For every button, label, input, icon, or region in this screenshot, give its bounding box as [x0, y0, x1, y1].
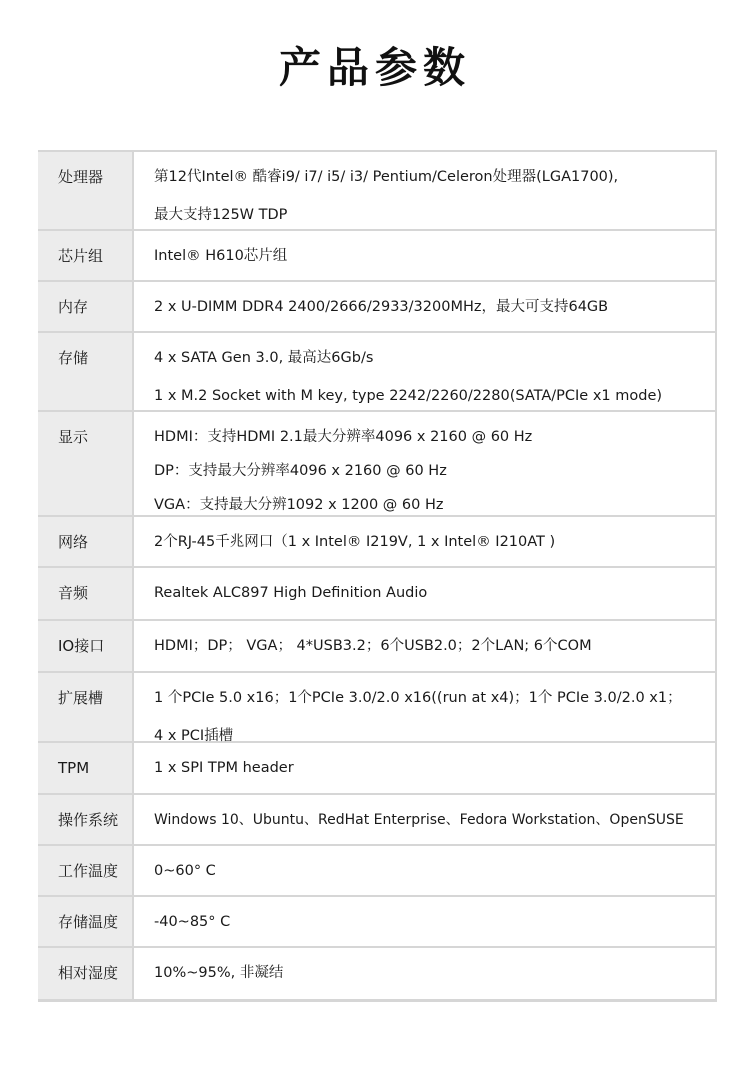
spec-row-memory — [38, 282, 715, 333]
row-label: 存储 — [38, 333, 134, 410]
spec-row-storage — [38, 333, 715, 412]
row-label: 内存 — [38, 282, 134, 331]
spec-table — [38, 150, 717, 1002]
row-value — [134, 333, 715, 410]
value-line: 1 个PCIe 5.0 x16；1个PCIe 3.0/2.0 x16((run at x4)；1个 PCIe 3.0/2.0 x1； — [154, 690, 682, 706]
spec-row-io — [38, 621, 715, 673]
row-value — [134, 517, 715, 566]
spec-row-tpm — [38, 743, 715, 795]
row-value — [134, 412, 715, 515]
value-line: -40~85° C — [154, 914, 231, 930]
row-label: 存储温度 — [38, 897, 134, 946]
row-label: 音频 — [38, 568, 134, 619]
value-line: 最大支持125W TDP — [154, 207, 288, 223]
spec-row-display — [38, 412, 715, 517]
spec-row-processor — [38, 152, 715, 231]
row-label: 网络 — [38, 517, 134, 566]
value-line: 2 x U-DIMM DDR4 2400/2666/2933/3200MHz，最大可支持64GB — [154, 299, 609, 315]
value-line: Intel® H610芯片组 — [154, 248, 288, 264]
row-label: 处理器 — [38, 152, 134, 229]
value-line: 10%~95%, 非凝结 — [154, 965, 284, 981]
value-line: 1 x SPI TPM header — [154, 760, 294, 776]
spec-row-expansion — [38, 673, 715, 743]
value-line: HDMI；DP； VGA； 4*USB3.2；6个USB2.0；2个LAN; 6个COM — [154, 638, 592, 654]
value-line: 1 x M.2 Socket with M key, type 2242/2260/2280(SATA/PCIe x1 mode) — [154, 388, 663, 404]
row-label: 显示 — [38, 412, 134, 515]
value-line: 0~60° C — [154, 863, 216, 879]
row-label: IO接口 — [38, 621, 134, 671]
row-value — [134, 621, 715, 671]
value-line: 第12代Intel® 酷睿i9/ i7/ i5/ i3/ Pentium/Celeron处理器(LGA1700), — [154, 169, 619, 185]
row-value — [134, 743, 715, 793]
value-line: DP：支持最大分辨率4096 x 2160 @ 60 Hz — [154, 463, 447, 479]
value-line: 4 x SATA Gen 3.0, 最高达6Gb/s — [154, 350, 374, 366]
page-title: 产品参数 — [278, 43, 471, 92]
row-value — [134, 152, 715, 229]
row-value — [134, 673, 715, 744]
row-value — [134, 795, 715, 844]
spec-row-humidity — [38, 948, 715, 999]
row-value — [134, 231, 715, 280]
spec-row-os — [38, 795, 715, 846]
spec-row-network — [38, 517, 715, 568]
row-value — [134, 282, 715, 331]
row-label: 操作系统 — [38, 795, 134, 844]
row-value — [134, 568, 715, 619]
spec-row-chipset — [38, 231, 715, 282]
row-value — [134, 846, 715, 895]
row-label: 相对湿度 — [38, 948, 134, 999]
value-line: Windows 10、Ubuntu、RedHat Enterprise、Fedora Workstation、OpenSUSE — [154, 812, 684, 828]
spec-row-audio — [38, 568, 715, 621]
row-label: 芯片组 — [38, 231, 134, 280]
spec-row-operating-temp — [38, 846, 715, 897]
value-line: HDMI：支持HDMI 2.1最大分辨率4096 x 2160 @ 60 Hz — [154, 429, 533, 445]
spec-row-storage-temp — [38, 897, 715, 948]
value-line: 2个RJ-45千兆网口（1 x Intel® I219V, 1 x Intel® I210AT ) — [154, 534, 556, 550]
row-value — [134, 948, 715, 999]
row-label: TPM — [38, 743, 134, 793]
row-label: 工作温度 — [38, 846, 134, 895]
row-label: 扩展槽 — [38, 673, 134, 741]
value-line: 4 x PCI插槽 — [154, 728, 234, 744]
value-line: VGA：支持最大分辨1092 x 1200 @ 60 Hz — [154, 497, 444, 513]
value-line: Realtek ALC897 High Definition Audio — [154, 585, 428, 601]
row-value — [134, 897, 715, 946]
